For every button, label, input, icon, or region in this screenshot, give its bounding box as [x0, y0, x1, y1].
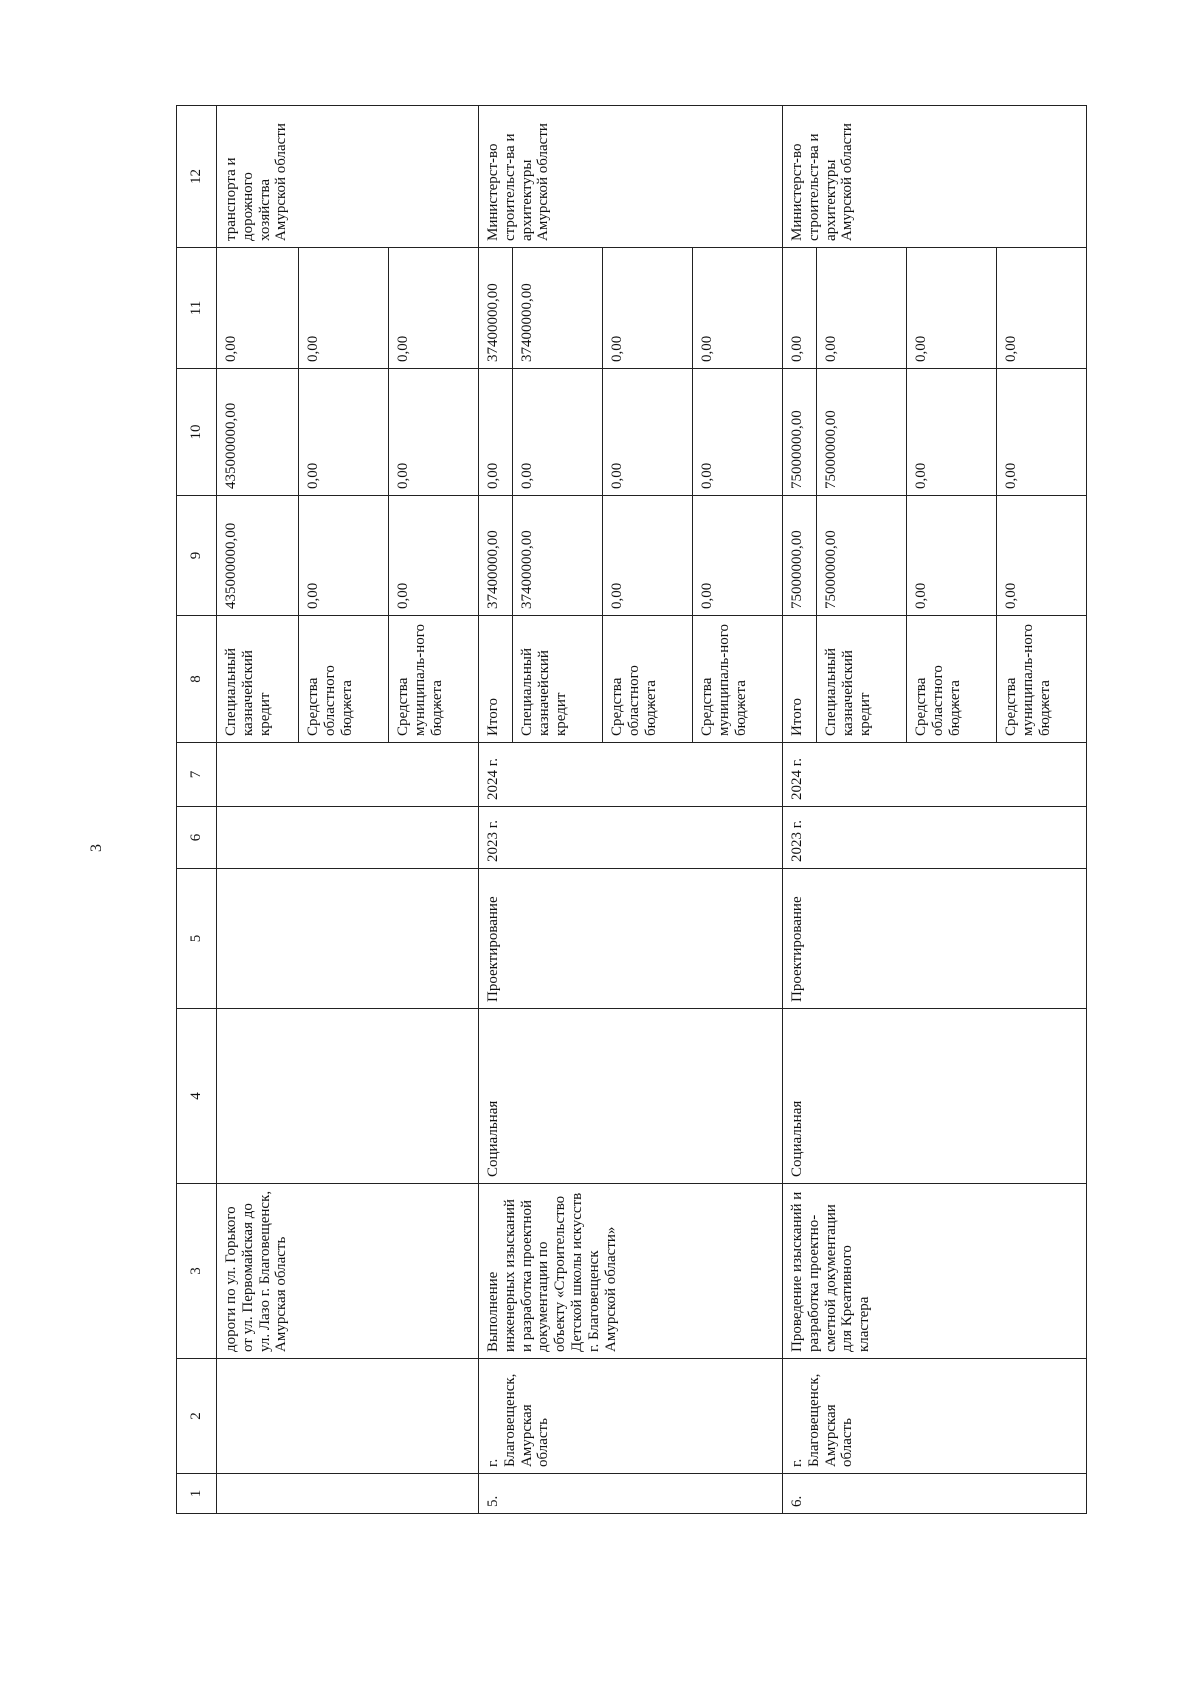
amount-cell: 0,00 — [693, 369, 783, 496]
header-cell: 2 — [177, 1359, 217, 1474]
amount-cell: 37400000,00 — [479, 496, 513, 616]
amount-cell: 0,00 — [693, 496, 783, 616]
header-cell: 5 — [177, 869, 217, 1009]
amount-cell: 0,00 — [907, 369, 997, 496]
project-number-cell — [217, 1474, 479, 1514]
amount-cell: 75000000,00 — [783, 369, 817, 496]
header-cell: 11 — [177, 248, 217, 369]
project-end-cell: 2024 г. — [783, 743, 1087, 807]
amount-cell: 0,00 — [693, 248, 783, 369]
funding-source-cell: Средства муниципаль-ного бюджета — [997, 616, 1087, 743]
amount-cell: 0,00 — [603, 496, 693, 616]
amount-cell: 37400000,00 — [513, 496, 603, 616]
funding-source-cell: Средства муниципаль-ного бюджета — [693, 616, 783, 743]
amount-cell: 75000000,00 — [817, 496, 907, 616]
project-start-cell — [217, 807, 479, 869]
amount-cell: 0,00 — [299, 248, 389, 369]
header-cell: 1 — [177, 1474, 217, 1514]
amount-cell: 0,00 — [997, 496, 1087, 616]
amount-cell: 0,00 — [479, 369, 513, 496]
project-stage-cell: Проектирование — [783, 869, 1087, 1009]
header-cell: 7 — [177, 743, 217, 807]
project-start-cell: 2023 г. — [479, 807, 783, 869]
investment-projects-table — [176, 105, 1087, 1514]
responsible-cell: Министерст-во строительст-ва и архитектуры Амурской области — [479, 106, 783, 248]
header-cell: 10 — [177, 369, 217, 496]
project-start-cell: 2023 г. — [783, 807, 1087, 869]
amount-cell: 0,00 — [603, 369, 693, 496]
column-number-row — [177, 106, 217, 1514]
project-location-cell — [217, 1359, 479, 1474]
table-row — [217, 106, 299, 1514]
project-end-cell — [217, 743, 479, 807]
project-end-cell: 2024 г. — [479, 743, 783, 807]
amount-cell: 0,00 — [907, 496, 997, 616]
project-sphere-cell: Социальная — [783, 1009, 1087, 1184]
amount-cell: 0,00 — [389, 248, 479, 369]
header-cell: 6 — [177, 807, 217, 869]
amount-cell: 75000000,00 — [783, 496, 817, 616]
amount-cell: 37400000,00 — [479, 248, 513, 369]
responsible-cell: Министерст-во строительст-ва и архитектуры Амурской области — [783, 106, 1087, 248]
amount-cell: 0,00 — [817, 248, 907, 369]
rotated-table-container — [176, 106, 1051, 1514]
amount-cell: 0,00 — [997, 248, 1087, 369]
page-number: 3 — [88, 844, 105, 852]
header-cell: 3 — [177, 1184, 217, 1359]
project-sphere-cell: Социальная — [479, 1009, 783, 1184]
project-location-cell: г. Благовещенск, Амурская область — [479, 1359, 783, 1474]
header-cell: 12 — [177, 106, 217, 248]
project-stage-cell: Проектирование — [479, 869, 783, 1009]
amount-cell: 0,00 — [907, 248, 997, 369]
amount-cell: 0,00 — [389, 496, 479, 616]
project-location-cell: г. Благовещенск, Амурская область — [783, 1359, 1087, 1474]
funding-source-cell: Специальный казначейский кредит — [217, 616, 299, 743]
project-name-cell: Проведение изысканий и разработка проектно-сметной документации для Креативного кластера — [783, 1184, 1087, 1359]
amount-cell: 0,00 — [783, 248, 817, 369]
amount-cell: 37400000,00 — [513, 248, 603, 369]
project-sphere-cell — [217, 1009, 479, 1184]
funding-source-cell: Итого — [479, 616, 513, 743]
project-number-cell: 6. — [783, 1474, 1087, 1514]
responsible-cell: транспорта и дорожного хозяйства Амурской области — [217, 106, 479, 248]
funding-source-cell: Средства областного бюджета — [299, 616, 389, 743]
project-number-cell: 5. — [479, 1474, 783, 1514]
funding-source-cell: Средства областного бюджета — [907, 616, 997, 743]
funding-source-cell: Итого — [783, 616, 817, 743]
funding-source-cell: Специальный казначейский кредит — [513, 616, 603, 743]
project-name-cell: дороги по ул. Горького от ул. Первомайская до ул. Лазо г. Благовещенск, Амурская область — [217, 1184, 479, 1359]
amount-cell: 0,00 — [513, 369, 603, 496]
amount-cell: 0,00 — [997, 369, 1087, 496]
funding-source-cell: Специальный казначейский кредит — [817, 616, 907, 743]
header-cell: 8 — [177, 616, 217, 743]
funding-source-cell: Средства областного бюджета — [603, 616, 693, 743]
amount-cell: 0,00 — [217, 248, 299, 369]
funding-source-cell: Средства муниципаль-ного бюджета — [389, 616, 479, 743]
amount-cell: 0,00 — [299, 496, 389, 616]
header-cell: 9 — [177, 496, 217, 616]
table-row — [783, 106, 817, 1514]
amount-cell: 0,00 — [299, 369, 389, 496]
amount-cell: 435000000,00 — [217, 369, 299, 496]
amount-cell: 0,00 — [603, 248, 693, 369]
header-cell: 4 — [177, 1009, 217, 1184]
amount-cell: 75000000,00 — [817, 369, 907, 496]
project-stage-cell — [217, 869, 479, 1009]
amount-cell: 435000000,00 — [217, 496, 299, 616]
amount-cell: 0,00 — [389, 369, 479, 496]
table-row — [479, 106, 513, 1514]
project-name-cell: Выполнение инженерных изысканий и разработка проектной документации по объекту «Строительство Детской школы искусств г. Благовещенск Амурской области» — [479, 1184, 783, 1359]
